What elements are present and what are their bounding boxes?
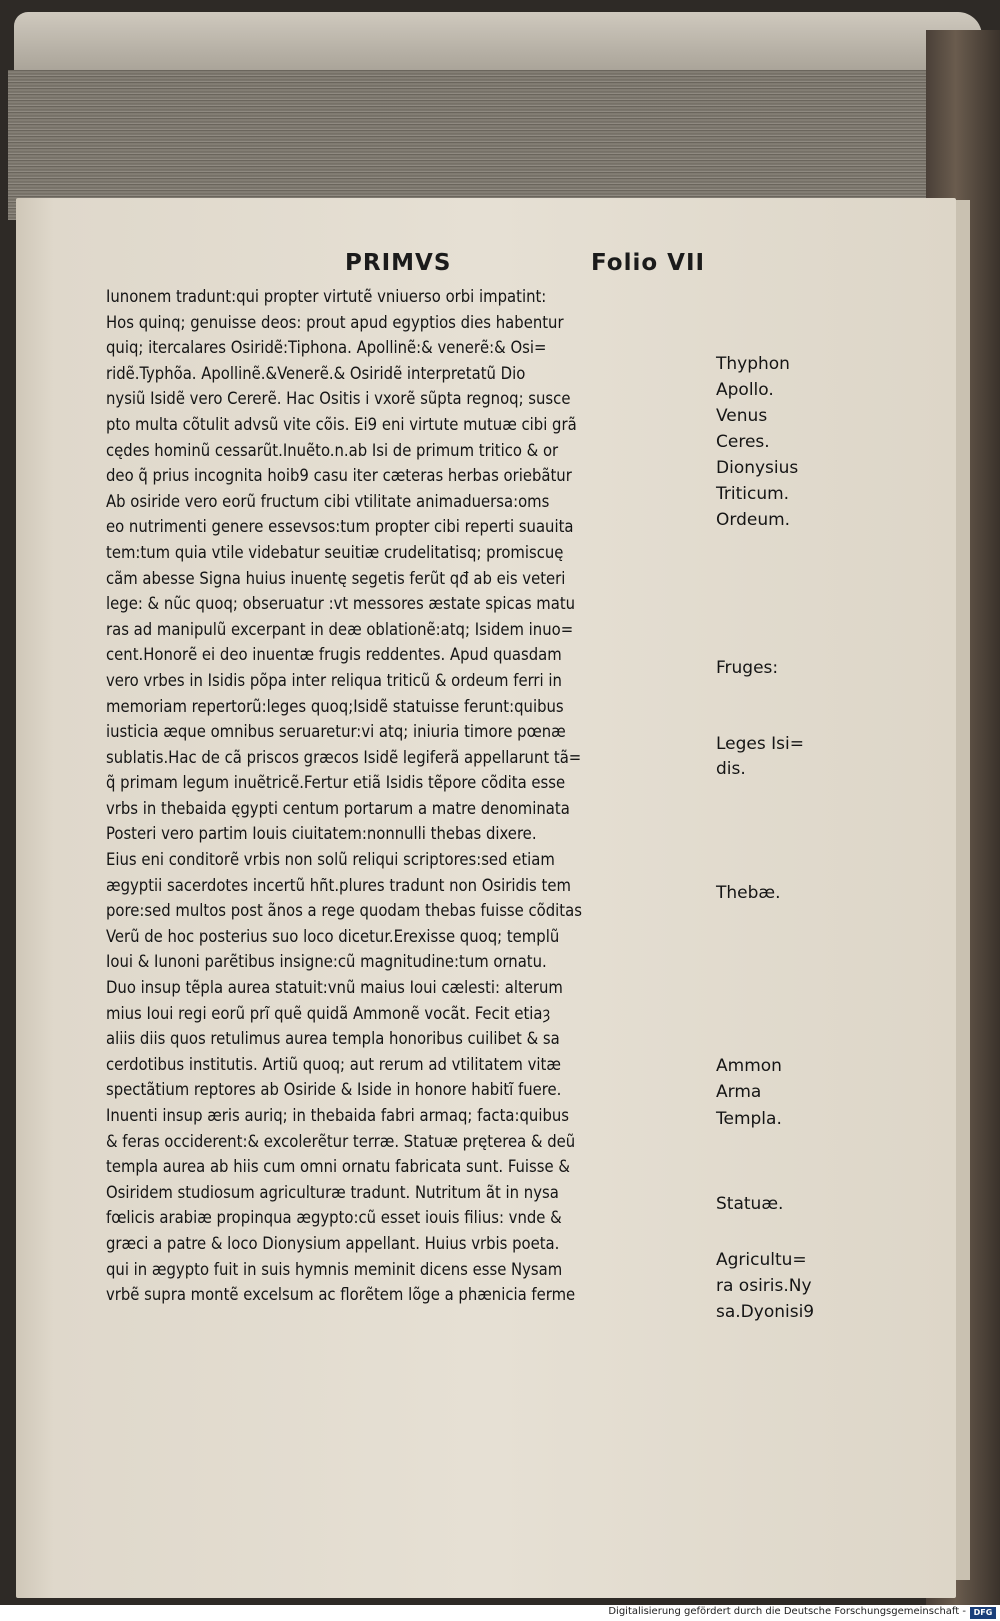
marginal-note: Ordeum. bbox=[716, 510, 791, 530]
text-line: cędes hominũ cessarũt.Inuẽto.n.ab Isi de primum tritico & or bbox=[106, 440, 559, 460]
text-line: Verũ de hoc posterius suo loco dicetur.Erexisse quoq; templũ bbox=[106, 926, 560, 946]
text-line: græci a patre & loco Dionysium appellant. Huius vrbis poeta. bbox=[106, 1233, 560, 1253]
text-line: spectãtium reptores ab Osiride & Iside in honore habitĩ fuere. bbox=[106, 1080, 562, 1100]
marginal-note: Templa. bbox=[716, 1109, 782, 1129]
marginal-note: Triticum. bbox=[716, 484, 790, 504]
text-line: Hos quinq; genuisse deos: prout apud egyptios dies habentur bbox=[106, 312, 564, 332]
text-line: templa aurea ab hiis cum omni ornatu fabricata sunt. Fuisse & bbox=[106, 1157, 570, 1177]
marginal-note: Statuæ. bbox=[716, 1194, 784, 1214]
text-line: ægyptii sacerdotes incertũ hñt.plures tradunt non Osiridis tem bbox=[106, 875, 571, 895]
text-line: mius Ioui regi eorũ prĩ quẽ quidã Ammonẽ vocãt. Fecit etiaȝ bbox=[106, 1003, 551, 1023]
text-line: iusticia æque omnibus seruaretur:vi atq; iniuria timore pœnæ bbox=[106, 722, 566, 742]
page-header-folio: Folio VII bbox=[591, 250, 706, 276]
footer-bar bbox=[0, 1605, 1000, 1621]
text-line: Duo insup tẽpla aurea statuit:vnũ maius Ioui cælesti: alterum bbox=[106, 978, 563, 998]
text-line: Posteri vero partim Iouis ciuitatem:nonnulli thebas dixere. bbox=[106, 824, 537, 844]
text-line: quiq; itercalares Osiridẽ:Tiphona. Apollinẽ:& venerẽ:& Osi= bbox=[106, 338, 547, 358]
text-line: nysiũ Isidẽ vero Cererẽ. Hac Ositis i vxorẽ sũpta regnoq; susce bbox=[106, 389, 571, 409]
text-line: sublatis.Hac de cã priscos græcos Isidẽ legiferã appellarunt tã= bbox=[106, 747, 582, 767]
text-line: deo q̃ prius incognita hoib9 casu iter cæteras herbas oriebãtur bbox=[106, 466, 572, 486]
marginal-note: Arma bbox=[716, 1082, 762, 1102]
dfg-logo: DFG bbox=[970, 1607, 996, 1619]
text-line: ras ad manipulũ excerpant in deæ oblationẽ:atq; Isidem inuo= bbox=[106, 619, 574, 639]
marginal-note: ra osiris.Ny bbox=[716, 1276, 812, 1296]
text-line: ridẽ.Typhõa. Apollinẽ.&Venerẽ.& Osiridẽ interpretatũ Dio bbox=[106, 363, 526, 383]
text-line: cerdotibus institutis. Artiũ quoq; aut rerum ad vtilitatem vitæ bbox=[106, 1054, 561, 1074]
text-line: lege: & nũc quoq; obseruatur :vt messores æstate spicas matu bbox=[106, 594, 576, 614]
text-line: aliis diis quos retulimus aurea templa honoribus cuilibet & sa bbox=[106, 1029, 560, 1049]
text-line: tem:tum quia vtile videbatur seuitiæ crudelitatisq; promiscuę bbox=[106, 542, 564, 562]
marginal-note: Leges Isi= bbox=[716, 734, 804, 754]
text-line: pore:sed multos post ãnos a rege quodam thebas fuisse cõditas bbox=[106, 901, 582, 921]
text-line: memoriam repertorũ:leges quoq;Isidẽ statuisse ferunt:quibus bbox=[106, 696, 564, 716]
text-line: vero vrbes in Isidis põpa inter reliqua triticũ & ordeum ferri in bbox=[106, 670, 562, 690]
text-line: eo nutrimenti genere essevsos:tum propter cibi reperti suauita bbox=[106, 517, 574, 537]
marginal-note: Ceres. bbox=[716, 432, 770, 452]
marginal-note: sa.Dyonisi9 bbox=[716, 1302, 815, 1322]
marginal-note: Apollo. bbox=[716, 380, 774, 400]
text-line: & feras occiderent:& excolerẽtur terræ. Statuæ pręterea & deũ bbox=[106, 1131, 576, 1151]
text-line: Ioui & Iunoni parẽtibus insigne:cũ magnitudine:tum ornatu. bbox=[106, 952, 547, 972]
text-line: Ab osiride vero eorũ fructum cibi vtilitate animaduersa:oms bbox=[106, 491, 550, 511]
text-line: Iunonem tradunt:qui propter virtutẽ vniuerso orbi impatint: bbox=[106, 287, 547, 306]
text-line: pto multa cõtulit advsũ vite cõis. Ei9 eni virtute mutuæ cibi grã bbox=[106, 414, 577, 434]
main-text-block bbox=[106, 284, 706, 1308]
text-line: q̃ primam legum inuẽtricẽ.Fertur etiã Isidis tẽpore cõdita esse bbox=[106, 773, 566, 793]
marginal-note: Agricultu= bbox=[716, 1250, 807, 1270]
text-line: fœlicis arabiæ propinqua ægypto:cũ esset iouis filius: vnde & bbox=[106, 1208, 562, 1228]
page-header-title: PRIMVS bbox=[345, 250, 452, 276]
text-line: Osiridem studiosum agriculturæ tradunt. Nutritum ãt in nysa bbox=[106, 1182, 559, 1202]
marginal-note: Ammon bbox=[716, 1056, 782, 1076]
text-line: qui in ægypto fuit in suis hymnis meminit dicens esse Nysam bbox=[106, 1259, 563, 1279]
marginal-note: Dionysius bbox=[716, 458, 799, 478]
text-line: vrbs in thebaida ęgypti centum portarum a matre denominata bbox=[106, 798, 570, 818]
marginal-note: dis. bbox=[716, 759, 746, 779]
text-line: Inuenti insup æris auriq; in thebaida fabri armaq; facta:quibus bbox=[106, 1106, 570, 1125]
book-top-edge bbox=[14, 12, 982, 72]
text-line: cãm abesse Signa huius inuentę segetis ferũt qđ ab eis veteri bbox=[106, 568, 566, 588]
text-line: Eius eni conditorẽ vrbis non solũ reliqui scriptores:sed etiam bbox=[106, 850, 555, 870]
text-line: vrbẽ supra montẽ excelsum ac florẽtem lõge a phænicia ferme bbox=[106, 1285, 576, 1305]
text-line: cent.Honorẽ ei deo inuentæ frugis reddentes. Apud quasdam bbox=[106, 645, 562, 665]
marginal-note: Thyphon bbox=[716, 354, 790, 374]
funding-credit: Digitalisierung gefördert durch die Deutsche Forschungsgemeinschaft - bbox=[608, 1606, 966, 1617]
marginal-note: Fruges: bbox=[716, 658, 779, 678]
marginal-note: Thebæ. bbox=[716, 883, 781, 903]
marginal-note: Venus bbox=[716, 406, 768, 426]
